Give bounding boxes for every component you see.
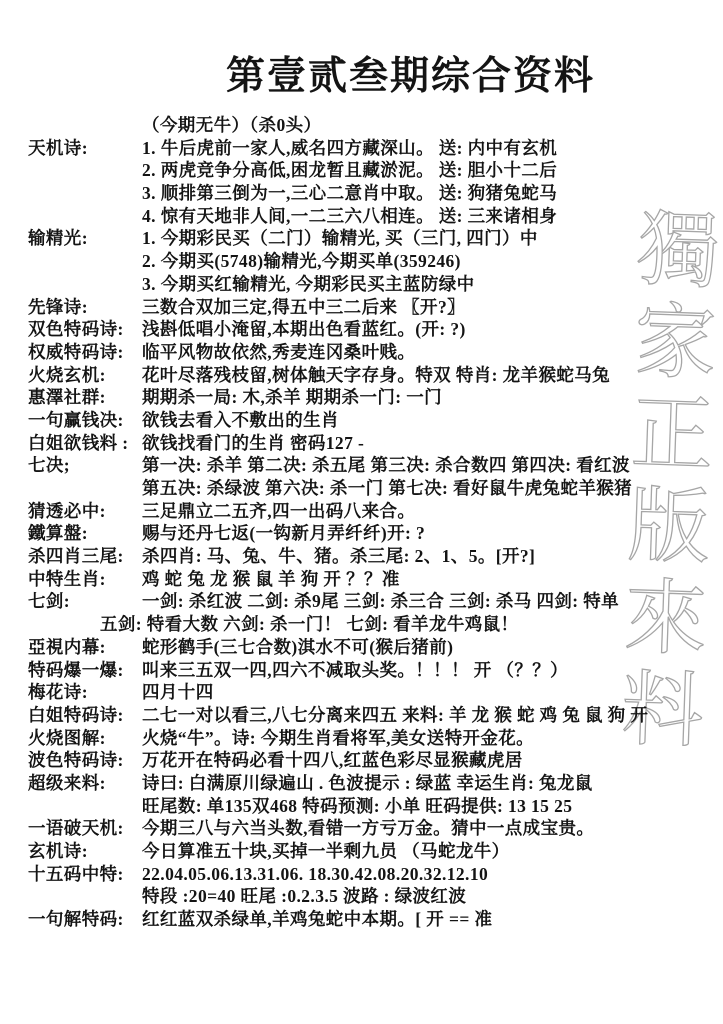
row-text: 临平风物故依然,秀麦连冈桑叶贱。 <box>142 341 416 362</box>
data-row <box>0 817 723 840</box>
row-label: 火烧玄机: <box>28 364 106 385</box>
data-row <box>0 205 723 228</box>
data-row <box>0 500 723 523</box>
row-text: 三足鼎立二五齐,四一出码八来合。 <box>142 500 416 521</box>
row-text: 五剑: 特看大数 六剑: 杀一门！ 七剑: 看羊龙牛鸡鼠！ <box>100 614 519 635</box>
data-row <box>0 795 723 818</box>
row-label: 一语破天机: <box>28 818 124 839</box>
watermark-text: 獨家正版來料 <box>606 204 721 760</box>
row-label: 天机诗: <box>28 137 88 158</box>
row-text: 欲钱找看门的生肖 密码127 - <box>142 432 365 453</box>
data-row <box>0 432 723 455</box>
data-row <box>0 318 723 341</box>
row-text: 叫来三五双一四,四六不减取头奖。！！！ 开 （？？） <box>142 659 569 680</box>
row-label: 输精光: <box>28 228 88 249</box>
row-text: 杀四肖: 马、兔、牛、猪。杀三尾: 2、1、5。[开?] <box>142 546 536 567</box>
row-text: 蛇形鹤手(三七合数)淇水不可(猴后猪前) <box>142 636 454 657</box>
row-text: 三数合双加三定,得五中三二后来 〖开?〗 <box>142 296 465 317</box>
row-text: 2. 今期买(5748)输精光,今期买单(359246) <box>142 251 461 272</box>
data-row <box>0 749 723 772</box>
row-text: 四月十四 <box>142 682 214 703</box>
data-row <box>0 681 723 704</box>
row-text: 特段 :20=40 旺尾 :0.2.3.5 波路 : 绿波红波 <box>142 886 467 907</box>
row-label: 七剑: <box>28 591 71 612</box>
row-text: 22.04.05.06.13.31.06. 18.30.42.08.20.32.12.10 <box>142 863 489 884</box>
row-text: 诗曰: 白满原川绿遍山 . 色波提示 : 绿蓝 幸运生肖: 兔龙鼠 <box>142 772 593 793</box>
data-row <box>0 159 723 182</box>
page-title: 第壹贰叁期综合资料 <box>226 55 596 98</box>
row-label: 双色特码诗: <box>28 319 124 340</box>
row-label: 先锋诗: <box>28 296 88 317</box>
row-text: 万花开在特码必看十四八,红蓝色彩尽显猴藏虎居 <box>142 750 523 771</box>
row-text: 火烧“牛”。诗: 今期生肖看将军,美女送特开金花。 <box>142 727 535 748</box>
data-row <box>0 477 723 500</box>
row-label: 猜透必中: <box>28 500 106 521</box>
data-row <box>0 341 723 364</box>
data-row <box>0 659 723 682</box>
data-row <box>0 840 723 863</box>
row-label: 波色特码诗: <box>28 750 124 771</box>
row-label: 一句解特码: <box>28 909 124 930</box>
row-label: 玄机诗: <box>28 841 88 861</box>
row-text: 1. 今期彩民买（二门）输精光, 买（三门, 四门）中 <box>142 228 538 249</box>
data-row <box>0 704 723 727</box>
row-label: 亞視内幕: <box>28 636 106 657</box>
row-label <box>28 273 142 296</box>
data-row <box>0 137 723 160</box>
row-label <box>28 205 142 228</box>
data-row <box>0 250 723 273</box>
data-row <box>0 636 723 659</box>
row-label: 权威特码诗: <box>28 341 124 362</box>
row-label <box>28 182 142 205</box>
data-row <box>0 727 723 750</box>
row-label: 梅花诗: <box>28 682 88 703</box>
data-row <box>0 885 723 908</box>
row-text: 期期杀一局: 木,杀羊 期期杀一门: 一门 <box>142 387 443 408</box>
row-label: 中特生肖: <box>28 568 106 589</box>
data-row <box>0 227 723 250</box>
row-text: 今日算准五十块,买掉一半剩九员 （马蛇龙牛） <box>142 841 510 861</box>
row-label: 特码爆一爆: <box>28 659 124 680</box>
row-label: 白姐欲钱料 : <box>28 432 129 453</box>
row-label <box>28 885 142 908</box>
row-text: 2. 两虎竞争分高低,困龙暂且藏淤泥。 送: 胆小十二后 <box>142 160 558 181</box>
row-text: 1. 牛后虎前一家人,威名四方藏深山。 送: 内中有玄机 <box>142 137 558 158</box>
row-label <box>28 159 142 182</box>
data-row <box>0 772 723 795</box>
row-text: 一剑: 杀红波 二剑: 杀9尾 三剑: 杀三合 三剑: 杀马 四剑: 特单 <box>142 591 620 612</box>
data-row <box>0 613 723 636</box>
row-label: 鐵算盤: <box>28 523 88 544</box>
data-row <box>0 386 723 409</box>
row-text: 3. 今期买红输精光, 今期彩民买主蓝防绿中 <box>142 273 475 294</box>
row-text: 二七一对以看三,八七分离来四五 来料: 羊 龙 猴 蛇 鸡 兔 鼠 狗 开 <box>142 704 649 725</box>
data-row <box>0 908 723 931</box>
row-text: （今期无牛）（杀0头） <box>142 115 322 135</box>
row-label: 白姐特码诗: <box>28 704 124 725</box>
row-label: 惠澤社群: <box>28 387 106 408</box>
row-text: 旺尾数: 单135双468 特码预测: 小单 旺码提供: 13 15 25 <box>142 795 573 816</box>
row-label: 火烧图解: <box>28 727 106 748</box>
data-row <box>0 364 723 387</box>
row-label <box>28 250 142 273</box>
data-row <box>0 114 723 137</box>
data-row <box>0 568 723 591</box>
row-label: 超级来料: <box>28 772 106 793</box>
row-label <box>28 795 142 818</box>
row-text: 鸡 蛇 兔 龙 猴 鼠 羊 狗 开 ？？准 <box>142 568 400 589</box>
row-label <box>28 114 142 137</box>
row-label: 杀四肖三尾: <box>28 546 124 567</box>
row-label: 七决; <box>28 455 71 476</box>
row-text: 第五决: 杀绿波 第六决: 杀一门 第七决: 看好鼠牛虎兔蛇羊猴猪 <box>142 478 633 498</box>
row-label: 一句赢钱决: <box>28 409 124 430</box>
data-row <box>0 273 723 296</box>
row-label <box>28 613 100 636</box>
row-text: 3. 顺排第三倒为一,三心二意肖中取。 送: 狗猪兔蛇马 <box>142 183 558 204</box>
content-rows <box>0 114 723 931</box>
data-row <box>0 296 723 319</box>
row-label: 十五码中特: <box>28 863 124 884</box>
data-row <box>0 522 723 545</box>
data-row <box>0 454 723 477</box>
data-row <box>0 409 723 432</box>
row-text: 花叶尽落残枝留,树体触天字存身。特双 特肖: 龙羊猴蛇马兔 <box>142 364 611 385</box>
data-row <box>0 545 723 568</box>
row-label <box>28 477 142 500</box>
row-text: 欲钱去看入不敷出的生肖 <box>142 409 339 430</box>
data-row <box>0 863 723 886</box>
data-row <box>0 590 723 613</box>
row-text: 赐与还丹七返(一钩新月弄纤纤)开: ? <box>142 523 426 544</box>
data-row <box>0 182 723 205</box>
row-text: 红红蓝双杀绿单,羊鸡兔蛇中本期。[ 开 == 准 <box>142 909 493 930</box>
row-text: 第一决: 杀羊 第二决: 杀五尾 第三决: 杀合数四 第四决: 看红波 <box>142 455 630 476</box>
row-text: 今期三八与六当头数,看错一方亏万金。猜中一点成宝贵。 <box>142 818 595 839</box>
row-text: 4. 惊有天地非人间,一二三六八相连。 送: 三来诸相身 <box>142 205 558 226</box>
row-text: 浅斟低唱小淹留,本期出色看蓝红。(开: ?) <box>142 319 466 340</box>
